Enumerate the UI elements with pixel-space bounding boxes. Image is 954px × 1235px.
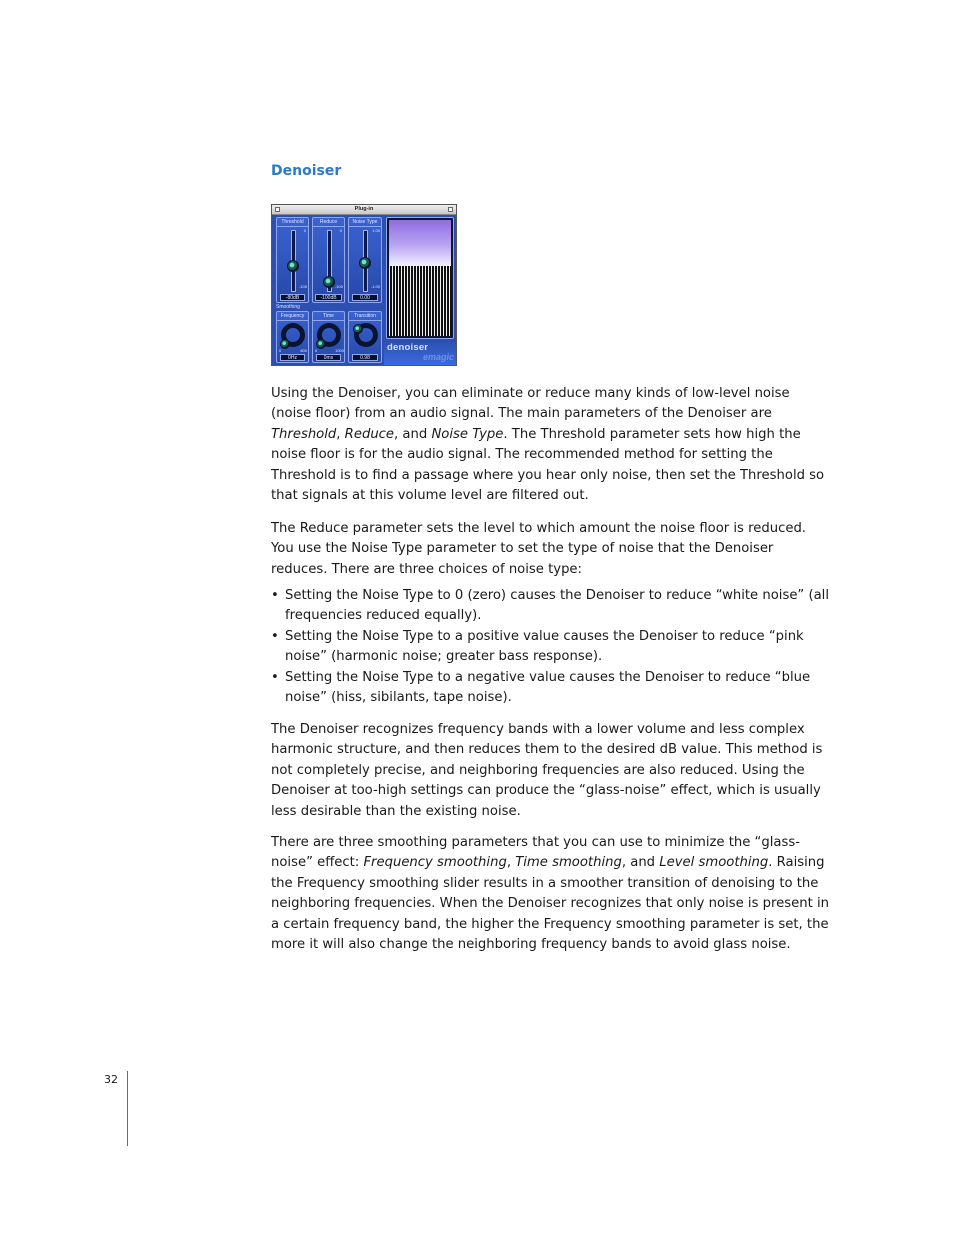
- italic-term: Time smoothing: [515, 855, 622, 871]
- text-run: , and: [394, 426, 432, 442]
- noise-type-label: Noise Type: [349, 218, 381, 227]
- noise-type-panel: [348, 217, 382, 303]
- noise-type-tick-top: 1.00: [372, 228, 380, 233]
- list-item: • Setting the Noise Type to a positive value causes the Denoiser to reduce “pink noise” (harmonic noise; greater bass response).: [271, 627, 831, 668]
- noise-type-tick-bottom: -1.00: [370, 284, 380, 289]
- list-item: • Setting the Noise Type to 0 (zero) causes the Denoiser to reduce “white noise” (all frequencies reduced equally).: [271, 586, 831, 627]
- text-run: ,: [336, 426, 345, 442]
- reduce-slider-knob[interactable]: [323, 276, 335, 288]
- italic-term: Level smoothing: [659, 855, 769, 871]
- noise-type-slider-knob[interactable]: [359, 257, 371, 269]
- italic-term: Frequency smoothing: [363, 855, 507, 871]
- time-tick-left: 0: [315, 348, 318, 353]
- threshold-tick-bottom: -100: [298, 284, 307, 289]
- denoiser-logo: denoiser: [387, 342, 429, 353]
- paragraph-intro: [271, 384, 831, 506]
- plugin-titlebar: [272, 205, 456, 215]
- threshold-slider-knob[interactable]: [287, 260, 299, 272]
- threshold-tick-top: 0: [303, 228, 306, 233]
- time-label: Time: [313, 312, 344, 321]
- italic-term: Threshold: [271, 426, 337, 442]
- plugin-logo-bar: [384, 341, 456, 365]
- list-item: • Setting the Noise Type to a negative value causes the Denoiser to reduce “blue noise” (hiss, sibilants, tape noise).: [271, 668, 831, 709]
- smoothing-label: Smoothing: [276, 304, 300, 310]
- frequency-tick-left: 0: [279, 348, 282, 353]
- transition-panel: [348, 311, 382, 363]
- text-run: ,: [506, 855, 516, 871]
- threshold-panel: [276, 217, 309, 303]
- transition-label: Transition: [349, 312, 381, 321]
- paragraph-reduce: The Reduce parameter sets the level to which amount the noise floor is reduced. You use the Noise Type parameter to set the type of noise that the Denoiser reduces. There are three choices of noise type:: [271, 521, 807, 577]
- transition-readout: 0.98: [352, 354, 378, 361]
- reduce-label: Reduce: [313, 218, 344, 227]
- spectrum-lines: [389, 266, 451, 336]
- page-rule: [127, 1071, 128, 1146]
- time-panel: [312, 311, 345, 363]
- plugin-window-title: Plug-in: [354, 206, 374, 212]
- page-number: 32: [104, 1073, 118, 1086]
- noise-type-bullet-list: [271, 586, 831, 708]
- paragraph-smoothing: [271, 833, 831, 955]
- threshold-label: Threshold: [277, 218, 308, 227]
- reduce-readout: -100dB: [315, 294, 342, 301]
- time-tick-right: 1000: [335, 348, 344, 353]
- frequency-readout: 0Hz: [280, 354, 305, 361]
- spectrum-glow: [389, 220, 451, 266]
- frequency-label: Frequency: [277, 312, 308, 321]
- text-run: . The Threshold parameter sets how high the noise floor is for the audio signal. The recommended method for setting the Threshold is to find a passage where you hear only noise, then set the Threshold so that signals at this volume level are filtered out.: [271, 426, 825, 504]
- reduce-panel: [312, 217, 345, 303]
- text-run: , and: [621, 855, 660, 871]
- italic-term: Noise Type: [431, 426, 504, 442]
- text-run: . Raising the Frequency smoothing slider results in a smoother transition of denoising to the neighboring frequencies. When the Denoiser recognizes that only noise is present in a certain frequency band, the higher the Frequency smoothing parameter is set, the more it will also change the neighboring frequency bands to avoid glass noise.: [271, 855, 829, 953]
- noise-type-readout: 0.00: [352, 294, 378, 301]
- time-knob-handle[interactable]: [316, 339, 326, 349]
- frequency-tick-right: 600: [300, 348, 307, 353]
- paragraph-frequency-bands: The Denoiser recognizes frequency bands with a lower volume and less complex harmonic structure, and then reduces them to the desired dB value. This method is not completely precise, and neighboring frequencies are also reduced. Using the Denoiser at too-high settings can produce the “glass-noise” effect, which is usually less desirable than the existing noise.: [271, 722, 823, 819]
- reduce-tick-bottom: -100: [334, 284, 343, 289]
- zoom-box-icon[interactable]: [448, 207, 453, 212]
- italic-term: Reduce: [344, 426, 395, 442]
- spectrum-display: [386, 217, 454, 339]
- emagic-brand: emagic: [422, 352, 454, 362]
- denoiser-plugin-window: [271, 204, 457, 366]
- section-title: Denoiser: [271, 163, 342, 179]
- text-run: Using the Denoiser, you can eliminate or reduce many kinds of low-level noise (noise floor) from an audio signal. The main parameters of the Denoiser are: [271, 386, 790, 422]
- text-run: There are three smoothing parameters that you can use to minimize the “glass-noise” effect:: [271, 835, 801, 871]
- threshold-readout: -80dB: [280, 294, 305, 301]
- transition-knob-handle[interactable]: [353, 324, 363, 334]
- frequency-knob-handle[interactable]: [280, 339, 290, 349]
- reduce-tick-top: 0: [339, 228, 342, 233]
- frequency-panel: [276, 311, 309, 363]
- time-readout: 0ms: [316, 354, 341, 361]
